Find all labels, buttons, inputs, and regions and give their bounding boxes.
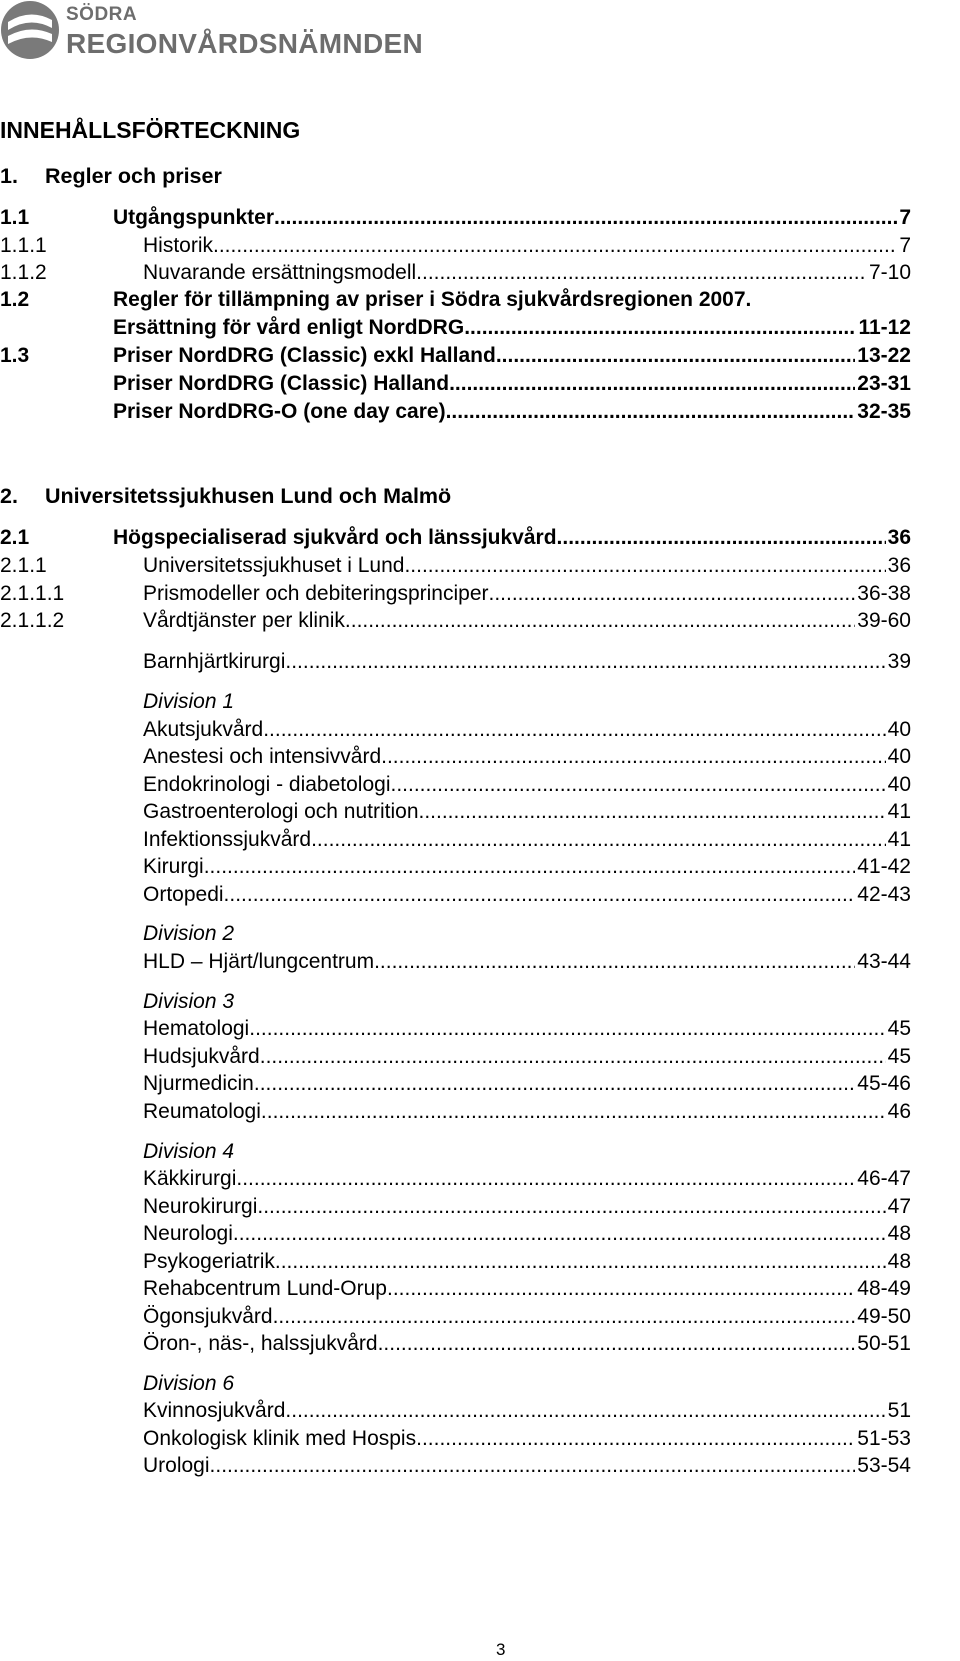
entry-page: 45 <box>887 1017 911 1040</box>
toc-clinic-gastroenterologi[interactable] <box>0 798 911 826</box>
entry-number: 1.3 <box>0 344 30 367</box>
entry-number: 2.1 <box>0 526 30 549</box>
toc-clinic-hudsjukvard[interactable] <box>0 1043 911 1071</box>
leader-dots <box>449 370 855 398</box>
entry-page: 7 <box>899 206 911 229</box>
entry-label: Käkkirurgi <box>143 1167 237 1190</box>
entry-number: 1.1 <box>0 206 30 229</box>
toc-entry-2-1-1-2[interactable] <box>0 607 911 635</box>
entry-page: 48-49 <box>857 1277 911 1300</box>
entry-label: Prismodeller och debiteringsprinciper <box>143 582 489 605</box>
toc-clinic-kakkirurgi[interactable] <box>0 1165 911 1193</box>
leader-dots <box>387 1275 855 1303</box>
toc-clinic-ogonsjukvard[interactable] <box>0 1303 911 1331</box>
entry-label: Rehabcentrum Lund-Orup <box>143 1277 387 1300</box>
entry-label: Ersättning för vård enligt NordDRG <box>113 316 465 339</box>
toc-clinic-reumatologi[interactable] <box>0 1098 911 1126</box>
section-label: Universitetssjukhusen Lund och Malmö <box>45 484 452 508</box>
entry-label: Nuvarande ersättningsmodell <box>143 261 417 284</box>
sodra-logo-icon <box>0 0 60 60</box>
leader-dots <box>233 1220 886 1248</box>
entry-page: 36 <box>887 554 911 577</box>
leader-dots <box>263 716 885 744</box>
logo-text-large: REGIONVÅRDSNÄMNDEN <box>66 28 423 59</box>
toc-clinic-ortopedi[interactable] <box>0 881 911 909</box>
entry-label: Neurokirurgi <box>143 1195 258 1218</box>
toc-clinic-endokrinologi[interactable] <box>0 771 911 799</box>
entry-page: 48 <box>887 1222 911 1245</box>
leader-dots <box>285 648 885 676</box>
leader-dots <box>274 204 897 232</box>
entry-label: Historik <box>143 234 214 257</box>
toc-entry-1-3[interactable] <box>0 342 911 370</box>
toc-clinic-neurokirurgi[interactable] <box>0 1193 911 1221</box>
leader-dots <box>446 398 856 426</box>
entry-label: Anestesi och intensivvård <box>143 745 382 768</box>
entry-page: 40 <box>887 745 911 768</box>
leader-dots <box>204 853 856 881</box>
toc-clinic-barnhjartkirurgi[interactable] <box>0 648 911 676</box>
entry-label: Kvinnosjukvård <box>143 1399 286 1422</box>
leader-dots <box>381 743 886 771</box>
entry-page: 45 <box>887 1045 911 1068</box>
leader-dots <box>345 607 855 635</box>
entry-page: 39-60 <box>857 609 911 632</box>
leader-dots <box>419 798 886 826</box>
leader-dots <box>257 1193 885 1221</box>
leader-dots <box>404 552 885 580</box>
entry-label: Ögonsjukvård <box>143 1305 273 1328</box>
toc-clinic-anestesi[interactable] <box>0 743 911 771</box>
leader-dots <box>275 1248 886 1276</box>
entry-number: 2.1.1.1 <box>0 582 65 605</box>
entry-label: Priser NordDRG (Classic) exkl Halland <box>113 344 496 367</box>
header-logo <box>0 0 423 62</box>
entry-label: Urologi <box>143 1454 210 1477</box>
entry-page: 53-54 <box>857 1454 911 1477</box>
entry-label: Hudsjukvård <box>143 1045 260 1068</box>
toc-clinic-hld[interactable] <box>0 948 911 976</box>
leader-dots <box>378 1330 856 1358</box>
leader-dots <box>224 881 856 909</box>
leader-dots <box>557 524 886 552</box>
leader-dots <box>254 1070 855 1098</box>
leader-dots <box>391 771 886 799</box>
division-heading-3: Division 3 <box>143 990 235 1013</box>
entry-label: Kirurgi <box>143 855 204 878</box>
toc-entry-1-1[interactable] <box>0 204 911 232</box>
toc-clinic-psykogeriatrik[interactable] <box>0 1248 911 1276</box>
entry-label: Utgångspunkter <box>113 206 275 229</box>
entry-label: Regler för tillämpning av priser i Södra sjukvårdsregionen 2007. <box>113 288 752 311</box>
entry-label: Infektionssjukvård <box>143 828 312 851</box>
entry-label: Gastroenterologi och nutrition <box>143 800 419 823</box>
entry-label: Onkologisk klinik med Hospis <box>143 1427 417 1450</box>
entry-number: 1.1.2 <box>0 261 47 284</box>
entry-page: 7 <box>899 234 911 257</box>
leader-dots <box>285 1397 885 1425</box>
leader-dots <box>210 1452 856 1480</box>
entry-page: 41 <box>887 800 911 823</box>
entry-page: 49-50 <box>857 1305 911 1328</box>
entry-label: Öron-, näs-, halssjukvård <box>143 1332 378 1355</box>
toc-clinic-kvinnosjukvard[interactable] <box>0 1397 911 1425</box>
toc-entry-2-1-1-1[interactable] <box>0 580 911 608</box>
toc-entry-2-1-1[interactable] <box>0 552 911 580</box>
entry-label: Ortopedi <box>143 883 224 906</box>
toc-clinic-neurologi[interactable] <box>0 1220 911 1248</box>
entry-page: 41-42 <box>857 855 911 878</box>
entry-page: 45-46 <box>857 1072 911 1095</box>
division-heading-6: Division 6 <box>143 1372 235 1395</box>
entry-page: 51 <box>887 1399 911 1422</box>
leader-dots <box>236 1165 855 1193</box>
entry-label: Akutsjukvård <box>143 718 264 741</box>
leader-dots <box>496 342 855 370</box>
leader-dots <box>213 232 897 260</box>
entry-page: 39 <box>887 650 911 673</box>
toc-heading: INNEHÅLLSFÖRTECKNING <box>0 117 301 143</box>
entry-page: 42-43 <box>857 883 911 906</box>
entry-page: 11-12 <box>858 316 911 339</box>
entry-label: Universitetssjukhuset i Lund <box>143 554 405 577</box>
entry-page: 40 <box>887 773 911 796</box>
toc-entry-1-1-2[interactable] <box>0 259 911 287</box>
leader-dots <box>273 1303 856 1331</box>
entry-page: 51-53 <box>857 1427 911 1450</box>
toc-entry-1-1-1[interactable] <box>0 232 911 260</box>
section-label: Regler och priser <box>45 164 222 188</box>
entry-label: Priser NordDRG (Classic) Halland <box>113 372 450 395</box>
toc-clinic-infektionssjukvard[interactable] <box>0 826 911 854</box>
entry-label: Neurologi <box>143 1222 233 1245</box>
page-number: 3 <box>496 1640 506 1659</box>
toc-entry-2-1[interactable] <box>0 524 911 552</box>
entry-label: Hematologi <box>143 1017 250 1040</box>
entry-number: 2.1.1.2 <box>0 609 65 632</box>
entry-page: 41 <box>887 828 911 851</box>
division-heading-4: Division 4 <box>143 1140 235 1163</box>
entry-label: Reumatologi <box>143 1100 261 1123</box>
entry-page: 43-44 <box>857 950 911 973</box>
entry-label: HLD – Hjärt/lungcentrum <box>143 950 375 973</box>
leader-dots <box>416 1425 855 1453</box>
logo-text-small: SÖDRA <box>66 4 138 25</box>
division-heading-1: Division 1 <box>143 690 235 713</box>
toc-clinic-rehabcentrum[interactable] <box>0 1275 911 1303</box>
entry-page: 36 <box>887 526 911 549</box>
leader-dots <box>311 826 886 854</box>
entry-number: 2.1.1 <box>0 554 47 577</box>
toc-clinic-akutsjukvard[interactable] <box>0 716 911 744</box>
leader-dots <box>374 948 855 976</box>
entry-page: 47 <box>887 1195 911 1218</box>
toc-clinic-urologi[interactable] <box>0 1452 911 1480</box>
toc-entry-1-3-oneday[interactable] <box>0 398 911 426</box>
section-number: 2. <box>0 484 18 508</box>
entry-label: Njurmedicin <box>143 1072 254 1095</box>
toc-clinic-hematologi[interactable] <box>0 1015 911 1043</box>
leader-dots <box>249 1015 885 1043</box>
toc-clinic-onkologisk[interactable] <box>0 1425 911 1453</box>
toc-entry-1-3-halland[interactable] <box>0 370 911 398</box>
entry-page: 46-47 <box>857 1167 911 1190</box>
entry-label: Vårdtjänster per klinik <box>143 609 345 632</box>
entry-page: 7-10 <box>868 261 911 284</box>
toc-clinic-kirurgi[interactable] <box>0 853 911 881</box>
leader-dots <box>464 314 856 342</box>
leader-dots <box>260 1043 886 1071</box>
leader-dots <box>416 259 867 287</box>
entry-label: Högspecialiserad sjukvård och länssjukvård <box>113 526 557 549</box>
entry-page: 32-35 <box>857 400 911 423</box>
leader-dots <box>261 1098 886 1126</box>
entry-page: 13-22 <box>857 344 911 367</box>
entry-label: Barnhjärtkirurgi <box>143 650 286 673</box>
entry-page: 40 <box>887 718 911 741</box>
entry-label: Psykogeriatrik <box>143 1250 275 1273</box>
toc-entry-1-2-cont[interactable] <box>0 314 911 342</box>
entry-label: Endokrinologi - diabetologi <box>143 773 391 796</box>
section-number: 1. <box>0 164 18 188</box>
entry-page: 23-31 <box>857 372 911 395</box>
division-heading-2: Division 2 <box>143 922 235 945</box>
entry-number: 1.2 <box>0 288 30 311</box>
entry-page: 48 <box>887 1250 911 1273</box>
toc-clinic-njurmedicin[interactable] <box>0 1070 911 1098</box>
toc-entry-1-2[interactable] <box>0 286 911 314</box>
leader-dots <box>489 580 856 608</box>
entry-label: Priser NordDRG-O (one day care) <box>113 400 446 423</box>
entry-page: 50-51 <box>857 1332 911 1355</box>
entry-number: 1.1.1 <box>0 234 47 257</box>
toc-clinic-oron-nas-hals[interactable] <box>0 1330 911 1358</box>
entry-page: 46 <box>887 1100 911 1123</box>
entry-page: 36-38 <box>857 582 911 605</box>
